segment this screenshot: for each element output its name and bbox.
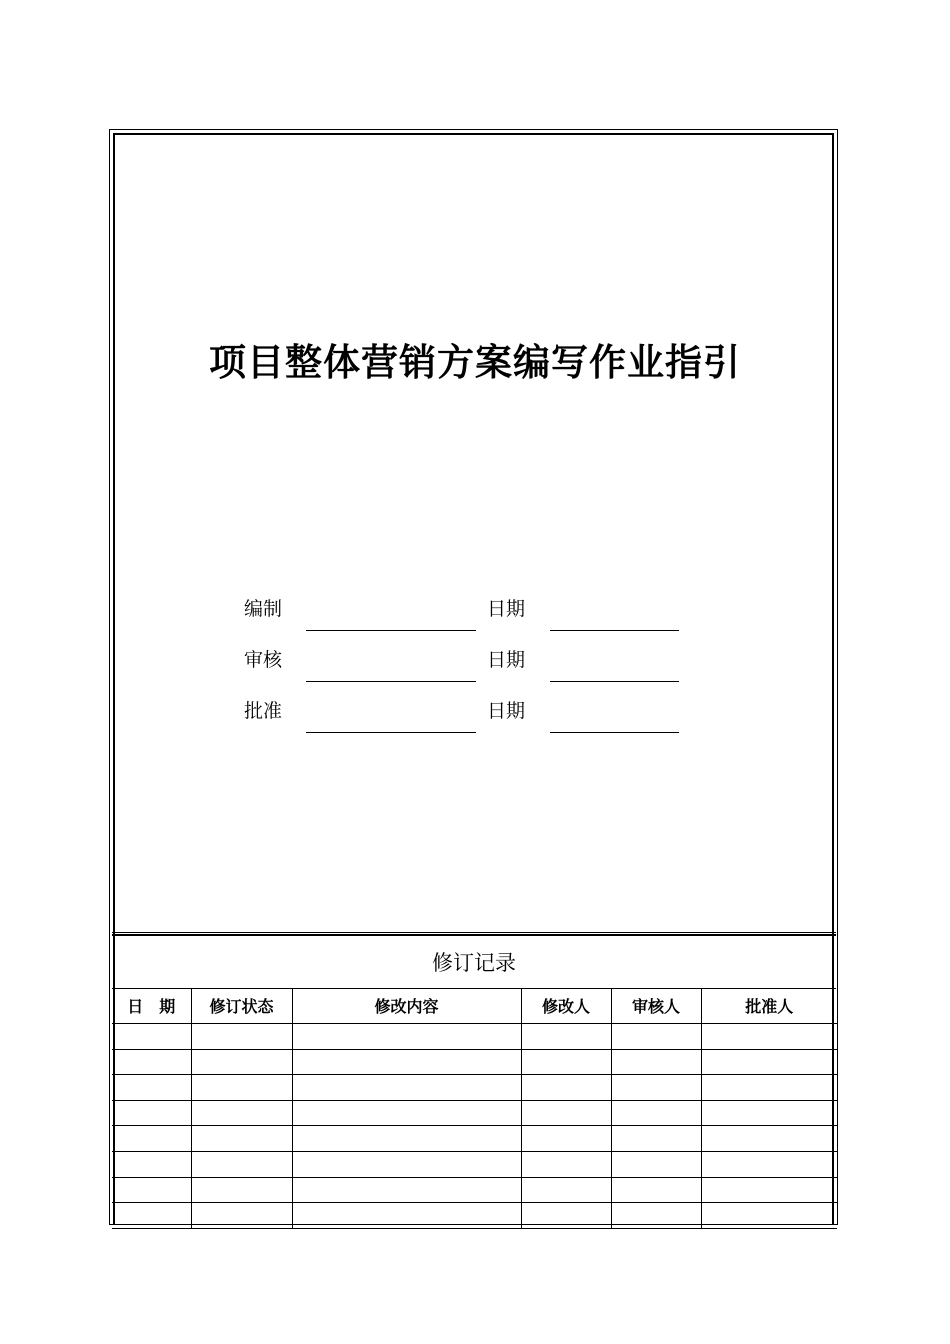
table-cell[interactable] [521, 1100, 611, 1126]
signoff-label: 审核 [244, 649, 283, 671]
table-cell[interactable] [521, 1203, 611, 1229]
table-cell[interactable] [521, 1024, 611, 1050]
date-line[interactable] [550, 681, 679, 682]
column-header-modifier: 修改人 [521, 988, 611, 1024]
table-cell[interactable] [292, 1075, 521, 1101]
table-cell[interactable] [292, 1049, 521, 1075]
signature-line[interactable] [306, 732, 476, 733]
table-cell[interactable] [191, 1075, 292, 1101]
table-cell[interactable] [191, 1049, 292, 1075]
table-cell[interactable] [112, 1151, 191, 1177]
table-cell[interactable] [701, 1126, 837, 1152]
signature-line[interactable] [306, 681, 476, 682]
table-cell[interactable] [292, 1203, 521, 1229]
table-cell[interactable] [191, 1024, 292, 1050]
table-cell[interactable] [191, 1151, 292, 1177]
signoff-row-review [244, 641, 684, 692]
table-cell[interactable] [191, 1126, 292, 1152]
table-cell[interactable] [611, 1126, 701, 1152]
table-cell[interactable] [292, 1024, 521, 1050]
revision-record-section [112, 932, 836, 1229]
revision-record-table [112, 988, 837, 1229]
table-cell[interactable] [521, 1075, 611, 1101]
table-row [112, 1075, 837, 1101]
table-header-row [112, 988, 837, 1024]
table-cell[interactable] [521, 1049, 611, 1075]
table-cell[interactable] [112, 1177, 191, 1203]
table-cell[interactable] [112, 1100, 191, 1126]
table-cell[interactable] [611, 1151, 701, 1177]
table-cell[interactable] [191, 1177, 292, 1203]
table-cell[interactable] [701, 1177, 837, 1203]
table-row [112, 1203, 837, 1229]
table-cell[interactable] [611, 1075, 701, 1101]
signoff-row-approve [244, 692, 684, 743]
table-cell[interactable] [701, 1049, 837, 1075]
table-cell[interactable] [191, 1203, 292, 1229]
table-row [112, 1126, 837, 1152]
column-header-status: 修订状态 [191, 988, 292, 1024]
column-header-reviewer: 审核人 [611, 988, 701, 1024]
table-cell[interactable] [701, 1100, 837, 1126]
table-cell[interactable] [112, 1049, 191, 1075]
table-cell[interactable] [521, 1126, 611, 1152]
column-header-content: 修改内容 [292, 988, 521, 1024]
table-cell[interactable] [611, 1100, 701, 1126]
signoff-label: 编制 [244, 598, 283, 620]
table-row [112, 1151, 837, 1177]
table-cell[interactable] [611, 1203, 701, 1229]
table-cell[interactable] [521, 1151, 611, 1177]
date-line[interactable] [550, 630, 679, 631]
table-cell[interactable] [521, 1177, 611, 1203]
document-title: 项目整体营销方案编写作业指引 [209, 340, 741, 384]
signoff-row-compile [244, 590, 684, 641]
table-cell[interactable] [292, 1100, 521, 1126]
table-cell[interactable] [112, 1075, 191, 1101]
table-cell[interactable] [292, 1177, 521, 1203]
revision-record-title: 修订记录 [112, 936, 836, 989]
table-row [112, 1177, 837, 1203]
table-row [112, 1049, 837, 1075]
table-cell[interactable] [292, 1126, 521, 1152]
column-header-approver: 批准人 [701, 988, 837, 1024]
signature-line[interactable] [306, 630, 476, 631]
date-label: 日期 [487, 598, 526, 620]
table-cell[interactable] [611, 1177, 701, 1203]
table-cell[interactable] [112, 1203, 191, 1229]
table-cell[interactable] [701, 1203, 837, 1229]
table-cell[interactable] [701, 1024, 837, 1050]
table-cell[interactable] [191, 1100, 292, 1126]
table-cell[interactable] [292, 1151, 521, 1177]
table-cell[interactable] [112, 1024, 191, 1050]
date-line[interactable] [550, 732, 679, 733]
signoff-block [244, 590, 684, 743]
table-cell[interactable] [611, 1049, 701, 1075]
table-cell[interactable] [701, 1075, 837, 1101]
column-header-date: 日 期 [112, 988, 191, 1024]
signoff-label: 批准 [244, 700, 283, 722]
table-row [112, 1024, 837, 1050]
table-cell[interactable] [112, 1126, 191, 1152]
date-label: 日期 [487, 700, 526, 722]
table-row [112, 1100, 837, 1126]
table-cell[interactable] [701, 1151, 837, 1177]
date-label: 日期 [487, 649, 526, 671]
table-cell[interactable] [611, 1024, 701, 1050]
